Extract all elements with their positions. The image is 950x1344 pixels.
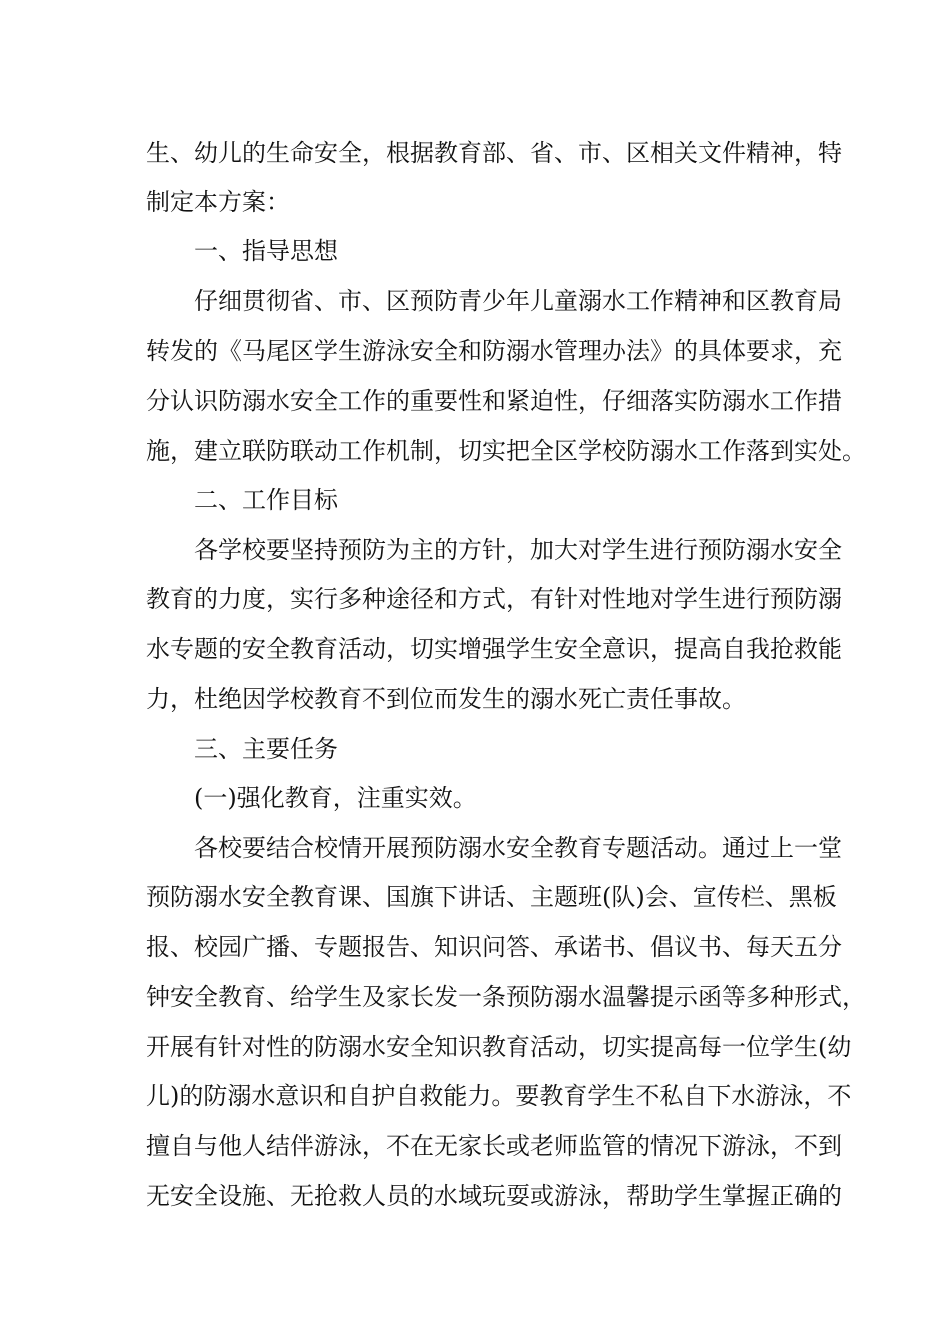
text-line: 力，杜绝因学校教育不到位而发生的溺水死亡责任事故。 (146, 685, 746, 713)
text-line: 各学校要坚持预防为主的方针，加大对学生进行预防溺水安全 (194, 536, 842, 564)
text-line: 开展有针对性的防溺水安全知识教育活动，切实提高每一位学生(幼 (146, 1033, 852, 1061)
section-heading: 三、主要任务 (194, 735, 338, 763)
text-line: 报、校园广播、专题报告、知识问答、承诺书、倡议书、每天五分 (146, 933, 842, 961)
text-line: 仔细贯彻省、市、区预防青少年儿童溺水工作精神和区教育局 (194, 287, 842, 315)
section-heading: 二、工作目标 (194, 486, 338, 514)
text-line: 分认识防溺水安全工作的重要性和紧迫性，仔细落实防溺水工作措 (146, 387, 842, 415)
section-heading: 一、指导思想 (194, 237, 338, 265)
text-line: 无安全设施、无抢救人员的水域玩耍或游泳，帮助学生掌握正确的 (146, 1182, 842, 1210)
text-line: 水专题的安全教育活动，切实增强学生安全意识，提高自我抢救能 (146, 635, 842, 663)
text-line: 生、幼儿的生命安全，根据教育部、省、市、区相关文件精神，特 (146, 139, 842, 167)
subsection-heading: (一)强化教育，注重实效。 (194, 784, 477, 812)
text-line: 各校要结合校情开展预防溺水安全教育专题活动。通过上一堂 (194, 834, 842, 862)
text-line: 钟安全教育、给学生及家长发一条预防溺水温馨提示函等多种形式， (146, 983, 866, 1011)
text-line: 教育的力度，实行多种途径和方式，有针对性地对学生进行预防溺 (146, 585, 842, 613)
text-line: 预防溺水安全教育课、国旗下讲话、主题班(队)会、宣传栏、黑板 (146, 883, 837, 911)
text-line: 转发的《马尾区学生游泳安全和防溺水管理办法》的具体要求，充 (146, 337, 842, 365)
text-line: 施，建立联防联动工作机制，切实把全区学校防溺水工作落到实处。 (146, 437, 866, 465)
text-line: 制定本方案： (146, 188, 290, 216)
text-line: 擅自与他人结伴游泳，不在无家长或老师监管的情况下游泳，不到 (146, 1132, 842, 1160)
text-line: 儿)的防溺水意识和自护自救能力。要教育学生不私自下水游泳，不 (146, 1082, 852, 1110)
